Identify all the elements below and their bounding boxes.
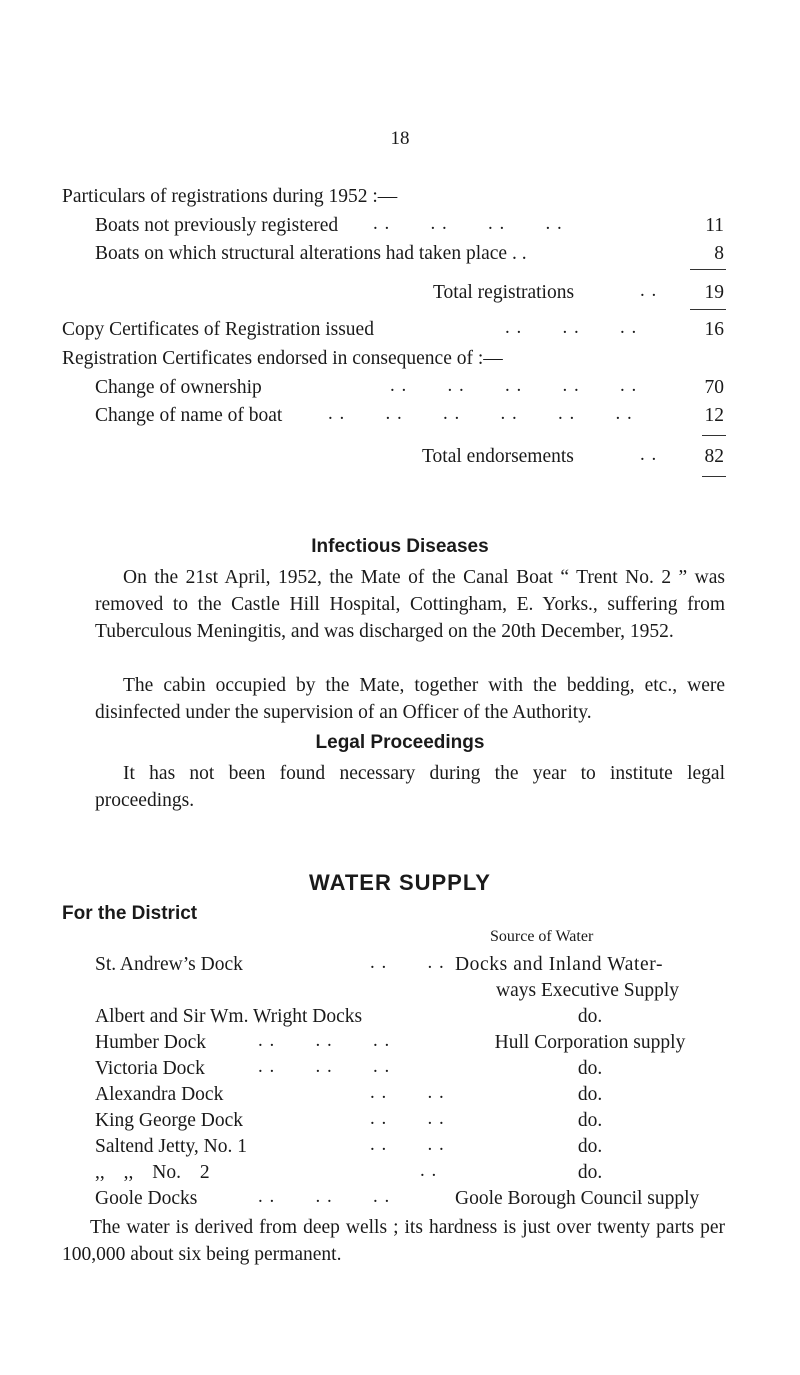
infectious-diseases-title: Infectious Diseases [311, 536, 489, 557]
total-endorsements-label: Total endorsements [422, 446, 574, 467]
total-registrations-label: Total registrations [433, 282, 575, 303]
water-row-name: ,, ,, No. 2 [95, 1162, 210, 1183]
water-footer-para [62, 1214, 725, 1268]
sum-rule [690, 309, 726, 310]
leader-dots: . . . . . . [258, 1030, 391, 1051]
total-registrations-value: 19 [704, 282, 724, 303]
water-row-name: Saltend Jetty, No. 1 [95, 1136, 248, 1157]
water-footer-text: The water is derived from deep wells ; its hardness is just over twenty parts per 100,000 about six being permanent. [62, 1217, 725, 1265]
water-row-source: do. [577, 1110, 603, 1131]
water-row-source: do. [577, 1162, 603, 1183]
sum-rule [702, 435, 726, 436]
endorsements-heading: Registration Certificates endorsed in consequence of :— [62, 348, 503, 369]
sum-rule [690, 269, 726, 270]
water-row-name: Victoria Dock [95, 1058, 205, 1079]
copy-certificates-label: Copy Certificates of Registration issued [62, 319, 374, 340]
leader-dots: . . [640, 280, 658, 301]
registration-row-value: 8 [714, 243, 724, 264]
endorsement-row-label: Change of name of boat [95, 405, 283, 426]
leader-dots: . . . . [370, 1108, 445, 1129]
water-row-name: St. Andrew’s Dock [95, 954, 243, 975]
leader-dots: . . . . . . [258, 1186, 391, 1207]
registrations-heading: Particulars of registrations during 1952 :— [62, 186, 398, 207]
water-supply-title: WATER SUPPLY [309, 870, 491, 895]
legal-para [95, 760, 725, 814]
infectious-para-2 [95, 672, 725, 726]
registration-row-label: Boats on which structural alterations had taken place . . [95, 243, 527, 264]
leader-dots: . . . . . . [505, 317, 638, 338]
registration-row-label: Boats not previously registered [95, 215, 339, 236]
endorsement-row-label: Change of ownership [95, 377, 262, 398]
leader-dots: . . . . [370, 952, 445, 973]
water-row-source: do. [577, 1006, 603, 1027]
infectious-para-1 [95, 564, 725, 645]
source-of-water-heading: Source of Water [490, 928, 594, 945]
water-row-source: do. [577, 1058, 603, 1079]
sum-rule [702, 476, 726, 477]
leader-dots: . . . . . . . . . . . . [328, 403, 633, 424]
page-number: 18 [390, 128, 410, 149]
water-row-name: Humber Dock [95, 1032, 207, 1053]
water-row-name: Goole Docks [95, 1188, 198, 1209]
water-row-source: Hull Corporation supply [494, 1032, 686, 1053]
water-row-name: King George Dock [95, 1110, 244, 1131]
infectious-text: The cabin occupied by the Mate, together with the bedding, etc., were disinfected under the supervision of an Officer of the Authority. [95, 675, 725, 723]
for-district-subheading: For the District [62, 903, 198, 924]
water-row-source: do. [577, 1084, 603, 1105]
leader-dots: . . . . [370, 1082, 445, 1103]
leader-dots: . . . . . . . . . . [390, 375, 638, 396]
leader-dots: . . . . . . [258, 1056, 391, 1077]
water-row-source-continued: ways Executive Supply [496, 980, 680, 1001]
water-row-source: Docks and Inland Water- [455, 954, 664, 975]
legal-text: It has not been found necessary during the year to institute legal proceedings. [95, 763, 725, 811]
leader-dots: . . [640, 444, 658, 465]
leader-dots: . . . . . . . . [373, 213, 563, 234]
infectious-text: On the 21st April, 1952, the Mate of the Canal Boat “ Trent No. 2 ” was removed to the Castle Hill Hospital, Cottingham, E. Yorks., suffering from Tuberculous Meningitis, and was discharged on the 20th December, 1952. [95, 567, 725, 642]
leader-dots: . . [420, 1160, 438, 1181]
endorsement-row-value: 12 [704, 405, 724, 426]
total-endorsements-value: 82 [704, 446, 724, 467]
legal-proceedings-title: Legal Proceedings [315, 732, 485, 753]
water-row-source: Goole Borough Council supply [455, 1188, 700, 1209]
water-row-name: Albert and Sir Wm. Wright Docks [95, 1006, 363, 1027]
leader-dots: . . . . [370, 1134, 445, 1155]
water-row-source: do. [577, 1136, 603, 1157]
copy-certificates-value: 16 [704, 319, 724, 340]
registration-row-value: 11 [705, 215, 724, 236]
water-row-name: Alexandra Dock [95, 1084, 224, 1105]
endorsement-row-value: 70 [704, 377, 724, 398]
